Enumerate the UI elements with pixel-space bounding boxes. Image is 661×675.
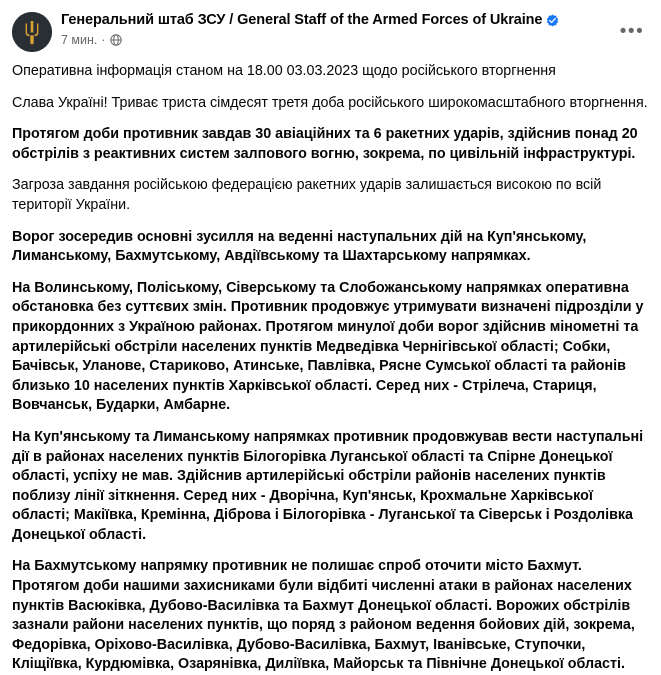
post-meta-row bbox=[61, 32, 649, 48]
post-timestamp[interactable]: 7 мин. bbox=[61, 33, 98, 47]
trident-emblem-icon bbox=[12, 12, 52, 52]
page-title-row bbox=[61, 11, 649, 29]
post-paragraph-text: На Бахмутському напрямку противник не полишає спроб оточити місто Бахмут. Протягом доби нашими захисниками були відбиті численні атаки в районах населених пунктів Васюківка, Дубово-Василівка та Бахмут Донецької області. Ворожих обстрілів зазнали райони населених пунктів, що поряд з районом ведення бойових дій, зокрема, Федорівка, Оріхово-Василівка, Дубово-Василівка, Бахмут, Іванівське, Ступочки, Кліщіївка, Курдюмівка, Озарянівка, Диліївка, Майорськ та Північне Донецької області. bbox=[12, 558, 635, 673]
globe-icon[interactable] bbox=[110, 34, 122, 46]
post-paragraph-text: Протягом доби противник завдав 30 авіаційних та 6 ракетних ударів, здійснив понад 20 обстрілів з реактивних систем залпового вогню, зокрема, по цивільній інфраструктурі. bbox=[12, 126, 638, 162]
post-more-options-button[interactable]: ••• bbox=[619, 20, 645, 42]
post-paragraph bbox=[12, 557, 649, 675]
post-body bbox=[0, 56, 661, 675]
post-paragraph-text: На Куп'янському та Лиманському напрямках противник продовжував вести наступальні дії в районах населених пунктів Білогорівка Луганської області та Спірне Донецької області, успіху не мав. Здійснив артилерійські обстріли районів населених пунктів поблизу лінії зіткнення. Серед них - Дворічна, Куп'янськ, Крохмальне Харківської області; Макіївка, Кремінна, Діброва і Білогорівка - Луганської та Сіверськ і Роздолівка Донецької області. bbox=[12, 428, 644, 543]
post-header bbox=[0, 0, 661, 56]
post-paragraph: Слава Україні! Триває триста сімдесят третя доба російського широкомасштабного вторгнення. bbox=[12, 94, 648, 111]
post-paragraph: Загроза завдання російською федерацією ракетних ударів залишається високою по всій території України. bbox=[12, 177, 602, 213]
post-paragraph: Оперативна інформація станом на 18.00 03.03.2023 щодо російського вторгнення bbox=[12, 63, 556, 79]
post-paragraph bbox=[12, 279, 649, 416]
meta-separator-dot: · bbox=[101, 33, 106, 47]
avatar[interactable] bbox=[12, 12, 52, 52]
verified-badge-icon bbox=[546, 14, 559, 27]
post-paragraph-text: Ворог зосередив основні зусилля на веденні наступальних дій на Куп'янському, Лиманському, Бахмутському, Авдіївському та Шахтарському напрямках. bbox=[12, 228, 587, 265]
post-paragraph-text: На Волинському, Поліському, Сіверському та Слобожанському напрямках оперативна обстановка без суттєвих змін. Противник продовжує утримувати визначені підрозділи у прикордонних з Україною районах. Протягом минулої доби ворог здійснив мінометні та артилерійські обстріли населених пунктів Медведівка Чернігівської області; Собки, Бачівськ, Уланове, Стариково, Атинське, Павлівка, Рясне Сумської області та районів близько 10 населених пунктів Харківської області. Серед них - Стрілеча, Стариця, Вовчанськ, Бударки, Амбарне. bbox=[12, 279, 644, 414]
post-paragraph bbox=[12, 228, 649, 267]
page-name[interactable]: Генеральний штаб ЗСУ / General Staff of the Armed Forces of Ukraine bbox=[61, 12, 543, 28]
post-paragraph bbox=[12, 428, 649, 546]
post-paragraph bbox=[12, 125, 649, 164]
post-header-text bbox=[61, 10, 649, 48]
